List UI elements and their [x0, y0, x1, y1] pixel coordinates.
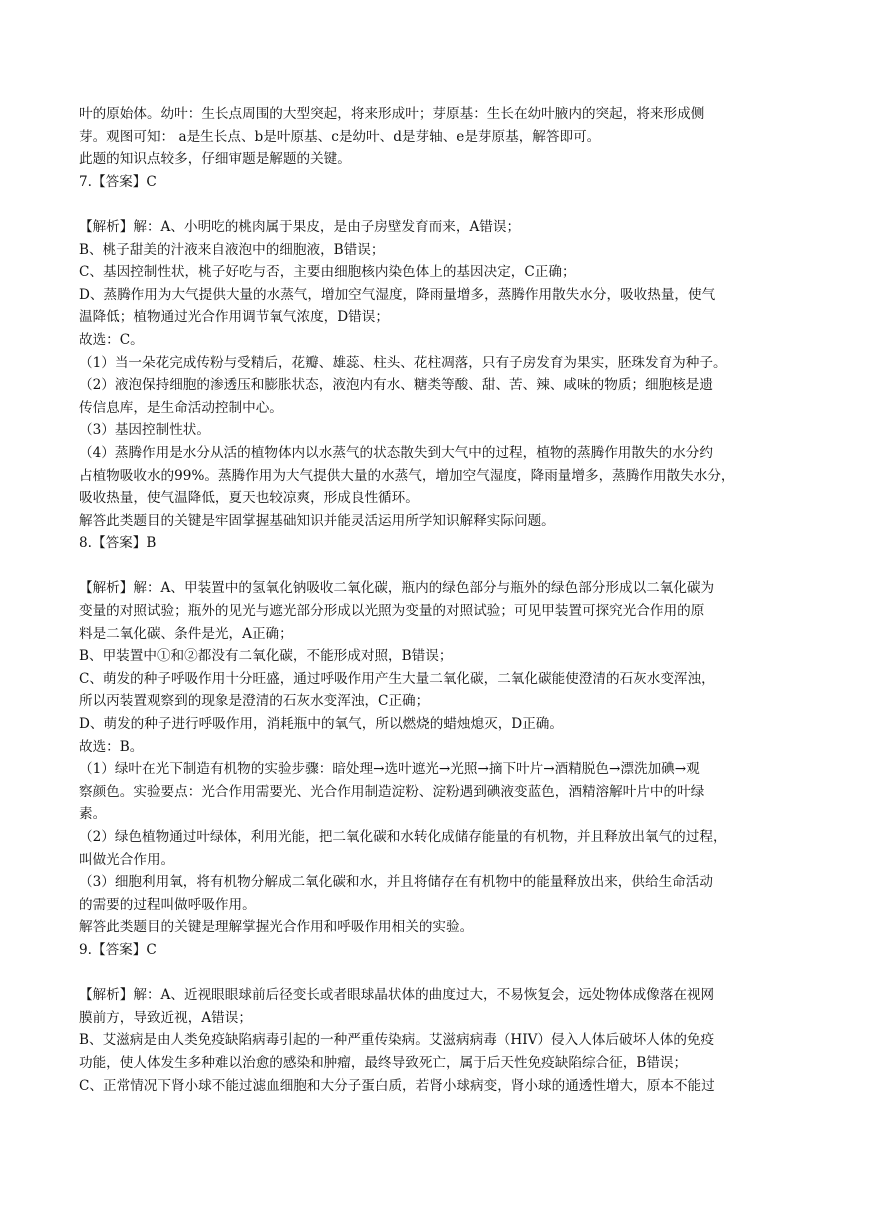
text-line: B、桃子甜美的汁液来自液泡中的细胞液，B错误；	[79, 241, 385, 258]
text-line: 故选：B。	[79, 738, 144, 755]
blank-line	[79, 962, 793, 985]
text-line: （2）绿色植物通过叶绿体，利用光能，把二氧化碳和水转化成储存能量的有机物，并且释放出氧气的过程，	[79, 829, 727, 845]
answer-heading-8: 8.【答案】B	[79, 535, 157, 552]
text-line: （3）基因控制性状。	[79, 422, 210, 439]
answer-heading-7: 7.【答案】C	[79, 173, 157, 190]
text-line: 料是二氧化碳、条件是光，A正确；	[79, 625, 293, 642]
text-line: C、萌发的种子呼吸作用十分旺盛，通过呼吸作用产生大量二氧化碳，二氧化碳能使澄清的石灰水变浑浊，	[79, 670, 715, 687]
text-line: C、正常情况下肾小球不能过滤血细胞和大分子蛋白质，若肾小球病变，肾小球的通透性增大，原本不能过	[79, 1077, 715, 1094]
text-line: 叶的原始体。幼叶：生长点周围的大型突起，将来形成叶；芽原基：生长在幼叶腋内的突起，将来形成侧	[79, 106, 705, 122]
text-line: （4）蒸腾作用是水分从活的植物体内以水蒸气的状态散失到大气中的过程，植物的蒸腾作用散失的水分约	[79, 444, 713, 461]
text-line: 素。	[79, 806, 107, 823]
text-line: 膜前方，导致近视，A错误；	[79, 1009, 252, 1026]
text-line: 传信息库，是生命活动控制中心。	[79, 399, 283, 416]
text-line: 占植物吸收水的99%。蒸腾作用为大气提供大量的水蒸气，增加空气湿度，降雨量增多，蒸腾作用散失水分，	[79, 467, 735, 484]
text-line: D、蒸腾作用为大气提供大量的水蒸气，增加空气湿度，降雨量增多，蒸腾作用散失水分，吸收热量，使气	[79, 286, 716, 303]
answer-explanation-text	[79, 103, 793, 1097]
blank-line	[79, 193, 793, 216]
text-line: B、甲装置中①和②都没有二氧化碳，不能形成对照，B错误；	[79, 648, 453, 665]
text-line: 的需要的过程叫做呼吸作用。	[79, 896, 256, 913]
answer-heading-9: 9.【答案】C	[79, 941, 157, 958]
text-line: 变量的对照试验；瓶外的见光与遮光部分形成以光照为变量的对照试验；可见甲装置可探究光合作用的原	[79, 603, 705, 620]
text-line: 【解析】解：A、近视眼眼球前后径变长或者眼球晶状体的曲度过大，不易恢复会，远处物体成像落在视网	[79, 987, 715, 1004]
text-line: （1）当一朵花完成传粉与受精后，花瓣、雄蕊、柱头、花柱凋落，只有子房发育为果实，胚珠发育为种子。	[79, 354, 727, 371]
text-line: 所以丙装置观察到的现象是澄清的石灰水变浑浊，C正确；	[79, 693, 430, 710]
blank-line	[79, 555, 793, 578]
text-line: 察颜色。实验要点：光合作用需要光、光合作用制造淀粉、淀粉遇到碘液变蓝色，酒精溶解叶片中的叶绿	[79, 783, 705, 800]
text-line: （1）绿叶在光下制造有机物的实验步骤：暗处理→选叶遮光→光照→摘下叶片→酒精脱色→漂洗加碘→观	[79, 761, 700, 778]
text-line: 芽。观图可知： a是生长点、b是叶原基、c是幼叶、d是芽轴、e是芽原基，解答即可。	[79, 128, 601, 145]
text-line: 解答此类题目的关键是理解掌握光合作用和呼吸作用相关的实验。	[79, 919, 474, 936]
text-line: 吸收热量，使气温降低，夏天也较凉爽，形成良性循环。	[79, 490, 419, 507]
text-line: 【解析】解：A、小明吃的桃肉属于果皮，是由子房壁发育而来，A错误；	[79, 218, 521, 235]
text-line: 【解析】解：A、甲装置中的氢氧化钠吸收二氧化碳，瓶内的绿色部分与瓶外的绿色部分形成以二氧化碳为	[79, 580, 715, 597]
text-line: C、基因控制性状，桃子好吃与否，主要由细胞核内染色体上的基因决定，C正确；	[79, 264, 576, 281]
text-line: （2）液泡保持细胞的渗透压和膨胀状态，液泡内有水、糖类等酸、甜、苦、辣、咸味的物质；细胞核是遗	[79, 377, 713, 394]
text-line: B、艾滋病是由人类免疫缺陷病毒引起的一种严重传染病。艾滋病病毒（HIV）侵入人体后破坏人体的免疫	[79, 1032, 715, 1049]
text-line: 温降低；植物通过光合作用调节氧气浓度，D错误；	[79, 309, 389, 326]
text-line: 功能，使人体发生多种难以治愈的感染和肿瘤，最终导致死亡，属于后天性免疫缺陷综合征，B错误；	[79, 1054, 688, 1071]
text-line: 此题的知识点较多，仔细审题是解题的关键。	[79, 151, 351, 168]
text-line: 解答此类题目的关键是牢固掌握基础知识并能灵活运用所学知识解释实际问题。	[79, 512, 555, 529]
text-line: D、萌发的种子进行呼吸作用，消耗瓶中的氧气，所以燃烧的蜡烛熄灭，D正确。	[79, 716, 563, 733]
text-line: 叫做光合作用。	[79, 851, 175, 868]
text-line: （3）细胞利用氧，将有机物分解成二氧化碳和水，并且将储存在有机物中的能量释放出来，供给生命活动	[79, 874, 713, 891]
text-line: 故选：C。	[79, 331, 144, 348]
